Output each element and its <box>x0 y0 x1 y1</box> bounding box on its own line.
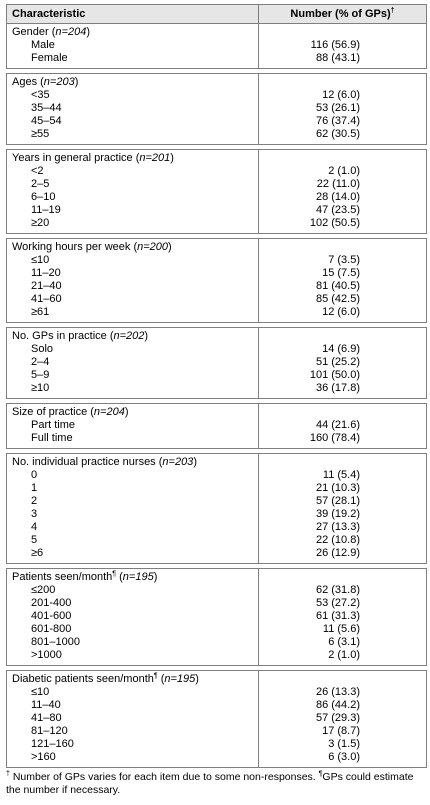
table-row <box>7 469 427 482</box>
row-value: 17 (8.7) <box>259 725 427 738</box>
row-label: <2 <box>7 165 259 178</box>
table-row <box>7 382 427 399</box>
table-row <box>7 356 427 369</box>
table-row <box>7 482 427 495</box>
table-row <box>7 495 427 508</box>
group-header-empty <box>259 454 427 470</box>
table-row <box>7 419 427 432</box>
group-n: n=204 <box>93 406 125 418</box>
header-characteristic: Characteristic <box>7 5 259 24</box>
group-title-close: ) <box>86 26 90 38</box>
row-label: 2–5 <box>7 178 259 191</box>
row-value: 62 (30.5) <box>259 128 427 145</box>
table-row <box>7 712 427 725</box>
row-value: 2 (1.0) <box>259 649 427 666</box>
row-value: 53 (26.1) <box>259 102 427 115</box>
row-label: Female <box>7 52 259 69</box>
row-label: >160 <box>7 751 259 768</box>
row-value: 88 (43.1) <box>259 52 427 69</box>
table-row <box>7 343 427 356</box>
row-label: 401-600 <box>7 610 259 623</box>
row-label: 81–120 <box>7 725 259 738</box>
group-header-empty <box>259 74 427 90</box>
table-row <box>7 191 427 204</box>
group-header-empty <box>259 328 427 344</box>
group-title <box>7 239 259 255</box>
table-row <box>7 165 427 178</box>
group-title <box>7 328 259 344</box>
row-value: 101 (50.0) <box>259 369 427 382</box>
row-value: 81 (40.5) <box>259 280 427 293</box>
group-header-row <box>7 328 427 344</box>
table-row <box>7 751 427 768</box>
group-title-text: Working hours per week ( <box>12 241 138 253</box>
row-label: 5 <box>7 534 259 547</box>
group-title <box>7 404 259 420</box>
header-number-label: Number (% of GPs) <box>290 8 391 20</box>
table-row <box>7 534 427 547</box>
group-title <box>7 454 259 470</box>
table-row <box>7 204 427 217</box>
group-header-empty <box>259 150 427 166</box>
footnote-pilcrow: ¶ <box>318 770 323 778</box>
header-dagger: † <box>390 7 395 15</box>
table-row <box>7 178 427 191</box>
table-row <box>7 217 427 234</box>
table-row <box>7 254 427 267</box>
row-value: 12 (6.0) <box>259 306 427 323</box>
row-label: 6–10 <box>7 191 259 204</box>
row-value: 26 (13.3) <box>259 686 427 699</box>
row-label: >1000 <box>7 649 259 666</box>
header-number <box>259 5 427 24</box>
group-header-row <box>7 454 427 470</box>
row-value: 21 (10.3) <box>259 482 427 495</box>
table-row <box>7 738 427 751</box>
row-value: 22 (11.0) <box>259 178 427 191</box>
row-value: 2 (1.0) <box>259 165 427 178</box>
group-title-text: Diabetic patients seen/month <box>12 673 154 685</box>
row-value: 116 (56.9) <box>259 39 427 52</box>
group-header-row <box>7 404 427 420</box>
group-title-close: ) <box>193 456 197 468</box>
group-n: n=204 <box>55 26 87 38</box>
table-row <box>7 52 427 69</box>
table-row <box>7 89 427 102</box>
row-value: 26 (12.9) <box>259 547 427 564</box>
row-value: 51 (25.2) <box>259 356 427 369</box>
row-value: 6 (3.1) <box>259 636 427 649</box>
table-row <box>7 508 427 521</box>
row-label: Full time <box>7 432 259 449</box>
group-n: n=195 <box>164 673 196 685</box>
row-label: 5–9 <box>7 369 259 382</box>
table-row <box>7 699 427 712</box>
group-title-close: ) <box>124 406 129 418</box>
table-container <box>6 4 426 797</box>
group-title-close: ) <box>195 673 199 685</box>
row-value: 86 (44.2) <box>259 699 427 712</box>
group-title-close: ) <box>144 330 149 342</box>
group-header-empty <box>259 404 427 420</box>
row-value: 39 (19.2) <box>259 508 427 521</box>
table-row <box>7 267 427 280</box>
group-n: n=200 <box>137 241 169 253</box>
row-label: ≥61 <box>7 306 259 323</box>
table-row <box>7 432 427 449</box>
row-value: 61 (31.3) <box>259 610 427 623</box>
row-value: 102 (50.5) <box>259 217 427 234</box>
table-row <box>7 725 427 738</box>
row-label: ≥55 <box>7 128 259 145</box>
row-value: 160 (78.4) <box>259 432 427 449</box>
group-title-close: ) <box>74 76 79 88</box>
row-label: 41–80 <box>7 712 259 725</box>
row-value: 44 (21.6) <box>259 419 427 432</box>
gp-characteristics-table <box>6 4 427 768</box>
group-n: n=195 <box>122 571 154 583</box>
table-row <box>7 293 427 306</box>
row-value: 3 (1.5) <box>259 738 427 751</box>
row-value: 11 (5.6) <box>259 623 427 636</box>
group-header-row <box>7 24 427 40</box>
header-row <box>7 5 427 24</box>
table-row <box>7 610 427 623</box>
row-value: 47 (23.5) <box>259 204 427 217</box>
row-value: 53 (27.2) <box>259 597 427 610</box>
row-label: ≤200 <box>7 584 259 597</box>
group-title-close: ) <box>153 571 158 583</box>
row-label: <35 <box>7 89 259 102</box>
row-value: 76 (37.4) <box>259 115 427 128</box>
group-title: Patients seen/month¶ (n=195) <box>7 569 259 585</box>
row-label: 1 <box>7 482 259 495</box>
row-value: 6 (3.0) <box>259 751 427 768</box>
group-header-row <box>7 671 427 687</box>
table-row <box>7 128 427 145</box>
group-n: n=202 <box>113 330 145 342</box>
row-label: ≤10 <box>7 254 259 267</box>
group-n: n=203 <box>43 76 75 88</box>
row-value: 57 (29.3) <box>259 712 427 725</box>
group-title-text: No. individual practice nurses ( <box>12 456 163 468</box>
table-row <box>7 306 427 323</box>
row-label: 35–44 <box>7 102 259 115</box>
table-row <box>7 369 427 382</box>
footnote-text-1: Number of GPs varies for each item due to some non-responses. <box>9 771 319 783</box>
row-label: 11–40 <box>7 699 259 712</box>
row-value: 27 (13.3) <box>259 521 427 534</box>
footnote-dagger: † <box>6 770 10 778</box>
group-title-close: ) <box>168 241 172 253</box>
row-label: ≤10 <box>7 686 259 699</box>
row-label: 0 <box>7 469 259 482</box>
row-value: 36 (17.8) <box>259 382 427 399</box>
row-label: ≥10 <box>7 382 259 399</box>
group-title <box>7 150 259 166</box>
row-label: 11–19 <box>7 204 259 217</box>
table-row <box>7 280 427 293</box>
group-title-text: Ages ( <box>12 76 44 88</box>
row-label: 21–40 <box>7 280 259 293</box>
group-title-text: Years in general practice ( <box>12 152 140 164</box>
group-header-empty <box>259 24 427 40</box>
row-value: 85 (42.5) <box>259 293 427 306</box>
row-value: 62 (31.8) <box>259 584 427 597</box>
group-header-empty <box>259 569 427 585</box>
row-value: 15 (7.5) <box>259 267 427 280</box>
row-label: 2 <box>7 495 259 508</box>
row-value: 28 (14.0) <box>259 191 427 204</box>
row-label: ≥6 <box>7 547 259 564</box>
row-label: 4 <box>7 521 259 534</box>
row-value: 7 (3.5) <box>259 254 427 267</box>
group-header-row <box>7 569 427 585</box>
row-value: 11 (5.4) <box>259 469 427 482</box>
group-title-sup: ¶ <box>153 672 158 680</box>
table-row <box>7 636 427 649</box>
group-title-text: Size of practice ( <box>12 406 94 418</box>
group-n: n=201 <box>139 152 171 164</box>
group-title: Diabetic patients seen/month¶ (n=195) <box>7 671 259 687</box>
group-title-text: Gender ( <box>12 26 56 38</box>
row-value: 14 (6.9) <box>259 343 427 356</box>
group-title-text: No. GPs in practice ( <box>12 330 114 342</box>
row-value: 12 (6.0) <box>259 89 427 102</box>
group-header-empty <box>259 239 427 255</box>
group-title <box>7 74 259 90</box>
group-header-row <box>7 150 427 166</box>
group-title-sup: ¶ <box>112 570 117 578</box>
table-row <box>7 649 427 666</box>
footnote-text-2: GPs could estimate the number if necessary. <box>6 771 414 796</box>
table-row <box>7 597 427 610</box>
row-value: 57 (28.1) <box>259 495 427 508</box>
table-row <box>7 547 427 564</box>
row-label: Male <box>7 39 259 52</box>
table-row <box>7 39 427 52</box>
row-label: 41–60 <box>7 293 259 306</box>
group-n: n=203 <box>162 456 194 468</box>
group-title-close: ) <box>170 152 174 164</box>
table-row <box>7 521 427 534</box>
table-row <box>7 686 427 699</box>
group-header-empty <box>259 671 427 687</box>
table-row <box>7 584 427 597</box>
group-title-text: Patients seen/month <box>12 571 113 583</box>
table-row <box>7 102 427 115</box>
table-row <box>7 623 427 636</box>
table-row <box>7 115 427 128</box>
row-label: 121–160 <box>7 738 259 751</box>
row-label: 2–4 <box>7 356 259 369</box>
row-label: 601-800 <box>7 623 259 636</box>
group-title <box>7 24 259 40</box>
row-label: 3 <box>7 508 259 521</box>
table-body <box>7 24 427 768</box>
row-label: Solo <box>7 343 259 356</box>
row-label: ≥20 <box>7 217 259 234</box>
row-label: 801–1000 <box>7 636 259 649</box>
footnote <box>6 771 426 797</box>
group-header-row <box>7 74 427 90</box>
row-label: 201-400 <box>7 597 259 610</box>
row-label: Part time <box>7 419 259 432</box>
row-label: 45–54 <box>7 115 259 128</box>
group-header-row <box>7 239 427 255</box>
row-label: 11–20 <box>7 267 259 280</box>
row-value: 22 (10.8) <box>259 534 427 547</box>
